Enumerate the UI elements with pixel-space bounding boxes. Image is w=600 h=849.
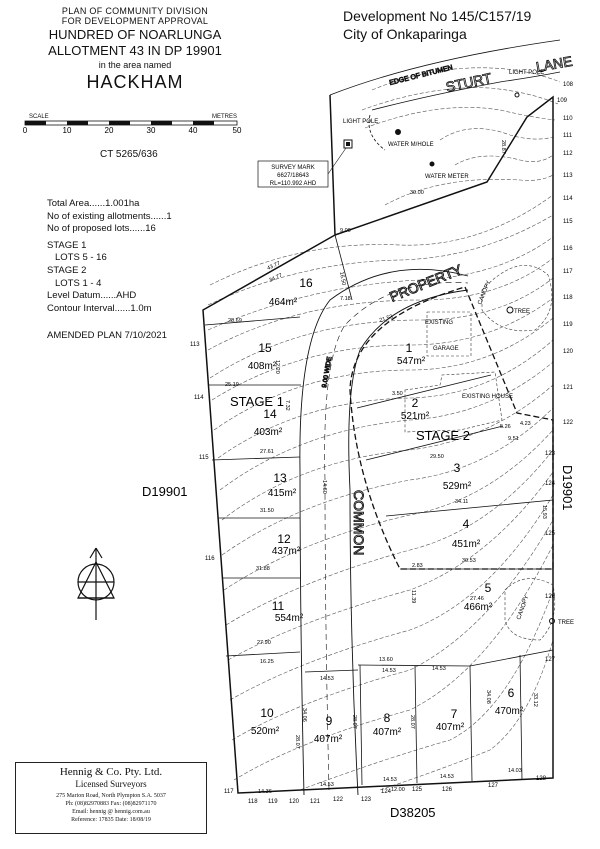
- dimension: 5.26: [500, 424, 511, 430]
- contour-level: 110: [563, 116, 573, 122]
- stage2-heading: STAGE 2: [47, 264, 87, 276]
- level-datum: Level Datum......AHD: [47, 290, 137, 302]
- contour-level: 124: [545, 481, 556, 487]
- dimension: 28.07: [351, 715, 357, 729]
- allotment-boundary: [203, 95, 553, 793]
- tree-label-2: TREE: [558, 620, 575, 626]
- dimension: 11.39: [410, 590, 416, 604]
- existing-allotments: No of existing allotments......1: [47, 210, 172, 222]
- contour-level: 122: [333, 797, 344, 803]
- contour-level: 119: [268, 799, 278, 805]
- dimension: 14.53: [440, 774, 454, 780]
- lot-area: 464m²: [268, 297, 298, 308]
- contour-level: 122: [563, 420, 574, 426]
- dimension: 2.83: [412, 563, 423, 569]
- lot-labels: [248, 276, 524, 745]
- amended-note: AMENDED PLAN 7/10/2021: [47, 330, 167, 341]
- dimension: 28.07: [294, 735, 300, 749]
- property-label: PROPERTY: [387, 261, 465, 305]
- water-meter-icon: [430, 162, 435, 167]
- dimension: 14.03: [508, 768, 522, 774]
- dimension: 27.46: [470, 596, 484, 602]
- lot-area: 529m²: [442, 481, 472, 492]
- dimension: 14.36: [258, 789, 272, 795]
- survey-mark-ref: 6627/18643: [277, 173, 309, 179]
- total-area: Total Area......1.001ha: [47, 198, 140, 209]
- lane-label: LANE: [534, 52, 574, 75]
- stage2-label: STAGE 2: [416, 428, 470, 443]
- hundred-name: HUNDRED OF NOARLUNGA: [48, 27, 222, 42]
- contour-level: 118: [563, 295, 573, 301]
- dimension: 16.25: [260, 659, 274, 665]
- scale-tick-label: 10: [62, 126, 72, 135]
- contour-level: 112: [563, 151, 573, 157]
- dimension: 14.60: [321, 480, 327, 494]
- light-pole-right-icon: [515, 93, 519, 97]
- lot-number: 13: [273, 471, 287, 485]
- lot-number: 10: [260, 706, 274, 720]
- contour-level: 108: [563, 82, 574, 88]
- d38205-label: D38205: [390, 805, 436, 820]
- dimension: 28.69: [228, 318, 242, 324]
- lot-area: 407m²: [435, 722, 465, 733]
- area-named-note: in the area named: [98, 60, 172, 70]
- contour-level: 119: [563, 322, 573, 328]
- dimension: 9.51: [508, 436, 519, 442]
- contour-level: 128: [536, 776, 547, 782]
- dimension: 15.93: [541, 505, 547, 519]
- plan-title-line1: PLAN OF COMMUNITY DIVISION: [61, 6, 209, 16]
- dimension: 14.53: [382, 668, 396, 674]
- contour-level: 123: [545, 451, 556, 457]
- lot-area: 547m²: [396, 356, 426, 367]
- dimension: 3.50: [392, 391, 403, 397]
- canopy-label-1: CANOPY: [477, 280, 493, 306]
- lot-area: 520m²: [250, 726, 280, 737]
- contour-level: 115: [563, 219, 573, 225]
- dimension: 7.32: [284, 400, 290, 411]
- lot-area: 470m²: [494, 706, 524, 717]
- edge-of-bitumen-label: EDGE OF BITUMEN: [388, 64, 454, 87]
- dimension: 31.88: [256, 566, 270, 572]
- dimension: 28.07: [409, 715, 415, 729]
- lot-number: 15: [258, 341, 272, 355]
- dimension: 34.08: [485, 690, 491, 704]
- firm-subtitle: Licensed Surveyors: [75, 779, 147, 789]
- suburb-name: HACKHAM: [86, 72, 184, 92]
- firm-phone: Ph: (08)82970883 Fax: (08)82971170: [65, 801, 157, 807]
- lot-number: 9: [325, 714, 333, 728]
- development-number: Development No 145/C157/19: [343, 8, 532, 24]
- survey-mark-title: SURVEY MARK: [271, 165, 315, 171]
- water-manhole-icon: [395, 129, 401, 135]
- tree-icon: [507, 307, 513, 313]
- lot-area: 407m²: [372, 727, 402, 738]
- contour-level: 109: [557, 98, 568, 104]
- scale-tick-label: 30: [146, 126, 156, 135]
- allotment-ref: ALLOTMENT 43 IN DP 19901: [48, 43, 222, 58]
- contour-level: 123: [361, 797, 372, 803]
- contour-level: 124: [381, 789, 392, 795]
- contour-level: 117: [224, 789, 234, 795]
- lot-area: 466m²: [463, 602, 493, 613]
- firm-email: Email: hennig @ hennig.com.au: [72, 809, 150, 815]
- plan-title-line2: FOR DEVELOPMENT APPROVAL: [61, 16, 209, 26]
- stage2-lots: LOTS 1 - 4: [55, 277, 102, 289]
- scale-bar: [23, 121, 242, 135]
- contour-level: 125: [412, 787, 423, 793]
- firm-name: Hennig & Co. Pty. Ltd.: [59, 766, 163, 778]
- metres-label: METRES: [212, 114, 238, 120]
- north-arrow: [78, 548, 114, 620]
- lot-number: 5: [484, 581, 492, 595]
- dimension: 31.50: [260, 508, 274, 514]
- road-width-note: 9.00 WIDE: [321, 356, 334, 389]
- lot-number: 6: [507, 686, 515, 700]
- dimension: 30.53: [462, 558, 476, 564]
- dimension: 43.77: [266, 260, 282, 272]
- dimension: 14.53: [383, 777, 397, 783]
- dimension: 29.50: [430, 454, 444, 460]
- contour-level: 126: [545, 594, 556, 600]
- dimension: 12.00: [391, 787, 405, 793]
- lot-number: 7: [450, 707, 458, 721]
- contour-level: 113: [190, 342, 200, 348]
- lot-number: 16: [299, 276, 313, 290]
- survey-mark-rl: RL=110.992 AHD: [269, 181, 317, 187]
- contour-level: 121: [563, 385, 574, 391]
- dimension: 30.00: [410, 190, 424, 196]
- dimension: 34.11: [455, 499, 469, 505]
- lot-number: 3: [453, 461, 461, 475]
- stage1-heading: STAGE 1: [47, 239, 87, 251]
- contour-level: 117: [563, 269, 573, 275]
- dimension: 21.53: [378, 313, 394, 324]
- dimension: 28.87: [500, 140, 506, 154]
- lot-area: 408m²: [247, 361, 277, 372]
- proposed-lots: No of proposed lots......16: [47, 223, 156, 235]
- dimension: 14.53: [320, 782, 334, 788]
- dimension: 7.18: [340, 296, 351, 302]
- contour-level: 120: [563, 349, 574, 355]
- contour-level: 115: [199, 455, 209, 461]
- council-name: City of Onkaparinga: [343, 26, 467, 42]
- stage1-label: STAGE 1: [230, 394, 284, 409]
- contour-level: 114: [194, 395, 204, 401]
- contour-level: 126: [442, 787, 453, 793]
- scale-tick-label: 0: [22, 126, 28, 135]
- d19901-right-label: D19901: [560, 465, 575, 511]
- water-mhole-label: WATER M/HOLE: [388, 142, 434, 148]
- dimension: 33.12: [532, 693, 538, 707]
- lot-number: 2: [411, 396, 419, 410]
- contour-level: 127: [488, 783, 499, 789]
- lot-number: 14: [263, 407, 277, 421]
- dimension: 14.53: [432, 666, 446, 672]
- sturt-label: STURT: [444, 69, 494, 95]
- dimension: 27.90: [257, 640, 271, 646]
- existing-garage-label: EXISTING: [425, 320, 454, 326]
- surveyor-info-box: [15, 762, 207, 834]
- contour-level: 114: [563, 196, 573, 202]
- light-pole-label: LIGHT POLE: [343, 119, 379, 125]
- common-label: COMMON: [351, 490, 367, 556]
- lot-area: 437m²: [271, 546, 301, 557]
- contour-level: 127: [545, 657, 556, 663]
- scale-tick-label: 40: [188, 126, 198, 135]
- dimension: 4.23: [520, 421, 531, 427]
- firm-address: 275 Marion Road, North Plympton S.A. 5037: [56, 793, 166, 799]
- lot-area: 407m²: [313, 734, 343, 745]
- contour-level: 125: [545, 531, 556, 537]
- firm-reference: Reference: 17835 Date: 18/08/19: [71, 817, 151, 823]
- lot-number: 11: [271, 599, 285, 613]
- tree-label-1: TREE: [514, 309, 531, 315]
- dimension: 14.53: [320, 676, 334, 682]
- contour-interval: Contour Interval......1.0m: [47, 302, 152, 314]
- certificate-of-title: CT 5265/636: [100, 149, 158, 160]
- scale-tick-label: 20: [104, 126, 114, 135]
- dimension: 9.00: [340, 228, 351, 234]
- existing-house-label: EXISTING HOUSE: [462, 394, 514, 400]
- contour-level: 111: [563, 133, 573, 139]
- contour-level: 116: [205, 556, 215, 562]
- contour-level: 116: [563, 246, 573, 252]
- lot-area: 415m²: [267, 488, 297, 499]
- stage1-lots: LOTS 5 - 16: [55, 252, 107, 264]
- lot-area: 451m²: [451, 539, 481, 550]
- dimension: 34.06: [301, 708, 307, 722]
- dimension: 16.50: [338, 271, 347, 286]
- lot-number: 12: [277, 532, 291, 546]
- water-meter-label: WATER METER: [425, 174, 469, 180]
- d19901-left-label: D19901: [142, 484, 188, 499]
- contour-level-labels: [190, 82, 574, 805]
- contour-level: 121: [310, 799, 321, 805]
- light-pole-right-label: LIGHT POLE: [509, 70, 545, 76]
- lot-number: 8: [383, 711, 391, 725]
- lot-area: 554m²: [274, 613, 304, 624]
- dimension: 27.61: [260, 449, 274, 455]
- contour-level: 118: [248, 799, 258, 805]
- lot-area: 403m²: [253, 427, 283, 438]
- contour-level: 120: [289, 799, 300, 805]
- canopy-label-2: CANOPY: [516, 594, 531, 621]
- scale-tick-label: 50: [232, 126, 242, 135]
- lot-area: 521m²: [400, 411, 430, 422]
- garage-label: GARAGE: [433, 346, 459, 352]
- contour-level: 113: [563, 173, 573, 179]
- dimension: 13.60: [379, 657, 393, 663]
- lot-number: 4: [462, 517, 470, 531]
- scale-label: SCALE: [29, 114, 49, 120]
- dimension: 25.19: [225, 382, 239, 388]
- lot-number: 1: [405, 341, 413, 355]
- dimension: 34.77: [268, 272, 284, 284]
- dimension: 12.20: [274, 360, 280, 374]
